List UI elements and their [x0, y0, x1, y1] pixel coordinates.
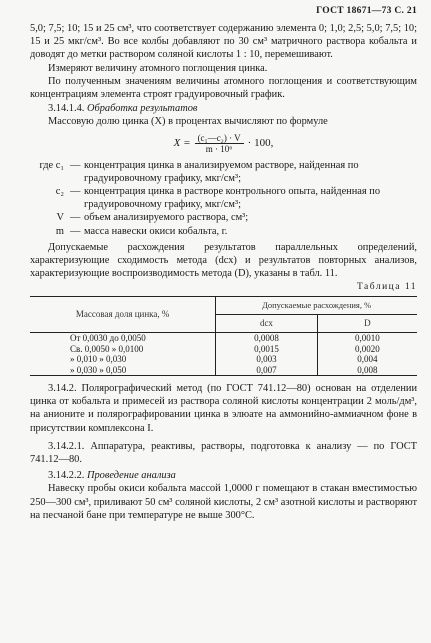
page-header: ГОСТ 18671—73 С. 21 — [316, 6, 417, 16]
definition-item — [30, 225, 417, 238]
section-title: Обработка результатов — [86, 103, 198, 115]
table-cell-range: » 0,030 » 0,050 — [30, 365, 216, 376]
definition-dash: — — [70, 186, 81, 198]
definition-item — [30, 185, 417, 211]
section-number: 3.14.2.2. — [48, 470, 85, 482]
document-body — [30, 22, 417, 522]
table-header-dcx: dсх — [216, 314, 317, 332]
definition-item — [30, 159, 417, 185]
definition-item — [30, 211, 417, 224]
formula-numerator: (c₁—c₂) · V — [195, 133, 244, 144]
table-cell-dcx: 0,0008 — [216, 333, 317, 344]
table-row — [30, 354, 417, 365]
paragraph: Массовую долю цинка (X) в процентах вычисляют по формуле — [48, 116, 328, 128]
table-row — [30, 365, 417, 376]
table-cell-range: От 0,0030 до 0,0050 — [70, 333, 146, 344]
formula-fraction — [195, 133, 244, 154]
paragraph: Навеску пробы окиси кобальта массой 1,0000 г помещают в стакан вместимостью 250—300 см³, приливают 50 см³ соляной кислоты, 2 см³ азотной кислоты и растворяют на песчаной бане при температуре не выше 300°С. — [30, 483, 417, 521]
paragraph: 3.14.2. Полярографический метод (по ГОСТ 741.12—80) основан на отделении цинка от кобальта и примесей из раствора соляной кислоты концентрации 2 моль/дм³, на анионите и полярографировании цинка в элюате на аммонийно-аммиачном фоне в присутствии комплексона I. — [30, 383, 417, 434]
paragraph: По полученным значениям величины атомного поглощения и соответствующим концентрациям элемента строят градуировочный график. — [30, 75, 417, 101]
table-cell-D: 0,0010 — [317, 333, 417, 344]
table-header-mass-fraction: Массовая доля цинка, % — [30, 296, 216, 332]
table-header-D: D — [317, 314, 417, 332]
section-title: Проведение анализа — [86, 470, 176, 482]
section-number: 3.14.1.4. — [48, 103, 85, 115]
table-cell-D: 0,004 — [317, 354, 417, 365]
table-header-group: Допускаемые расхождения, % — [216, 296, 417, 314]
definition-text: концентрация цинка в растворе контрольного опыта, найденная по градуировочному графику, мкг/см³; — [84, 186, 381, 211]
definition-text: концентрация цинка в анализируемом растворе, найденная по градуировочному графику, мкг/см³; — [84, 159, 359, 184]
definition-dash: — — [70, 212, 81, 224]
table-cell-dcx: 0,0015 — [216, 344, 317, 355]
section-heading — [30, 469, 417, 482]
table-cell-dcx: 0,003 — [216, 354, 317, 365]
table-cell-dcx: 0,007 — [216, 365, 317, 376]
formula-rhs: · 100, — [247, 137, 274, 150]
definition-text: объем анализируемого раствора, см³; — [84, 212, 249, 224]
definition-dash: — — [70, 159, 81, 171]
paragraph: Допускаемые расхождения результатов параллельных определений, характеризующие сходимость метода (dсх) и результатов повторных анализов, характеризующие воспроизводимость метода (D), указаны в табл. 11. — [30, 241, 417, 280]
section-heading — [30, 102, 417, 115]
table-cell-range: » 0,010 » 0,030 — [70, 354, 127, 365]
definition-symbol: V — [56, 212, 64, 224]
table-cell-D: 0,0020 — [317, 344, 417, 355]
table-header-row — [30, 296, 417, 314]
formula — [30, 131, 417, 157]
table-caption: Таблица 11 — [356, 282, 417, 293]
table-row — [30, 344, 417, 355]
table-cell-D: 0,008 — [317, 365, 417, 376]
definition-symbol: m — [55, 225, 64, 237]
tolerance-table — [30, 296, 417, 376]
definition-text: масса навески окиси кобальта, г. — [84, 225, 228, 237]
definition-symbol: c₂ — [55, 186, 64, 198]
paragraph: 5,0; 7,5; 10; 15 и 25 см³, что соответствует содержанию элемента 0; 1,0; 2,5; 5,0; 7,5; 10; 15 и 25 мкг/см³. Во все колбы добавляют по 30 см³ матричного раствора кобальта и доводят до метки раствором соляной кислоты 1 : 10, перемешивают. — [30, 23, 417, 61]
definitions-list — [30, 159, 417, 238]
paragraph: Измеряют величину атомного поглощения цинка. — [48, 62, 268, 74]
formula-denominator: m · 10⁶ — [205, 144, 233, 155]
definition-symbol: где c₁ — [39, 159, 64, 171]
paragraph: 3.14.2.1. Аппаратура, реактивы, растворы, подготовка к анализу — по ГОСТ 741.12—80. — [30, 440, 417, 466]
table-cell-range: Св. 0,0050 » 0,0100 — [70, 343, 144, 354]
table-row — [30, 333, 417, 344]
formula-lhs: X = — [173, 137, 191, 150]
definition-dash: — — [70, 225, 81, 237]
